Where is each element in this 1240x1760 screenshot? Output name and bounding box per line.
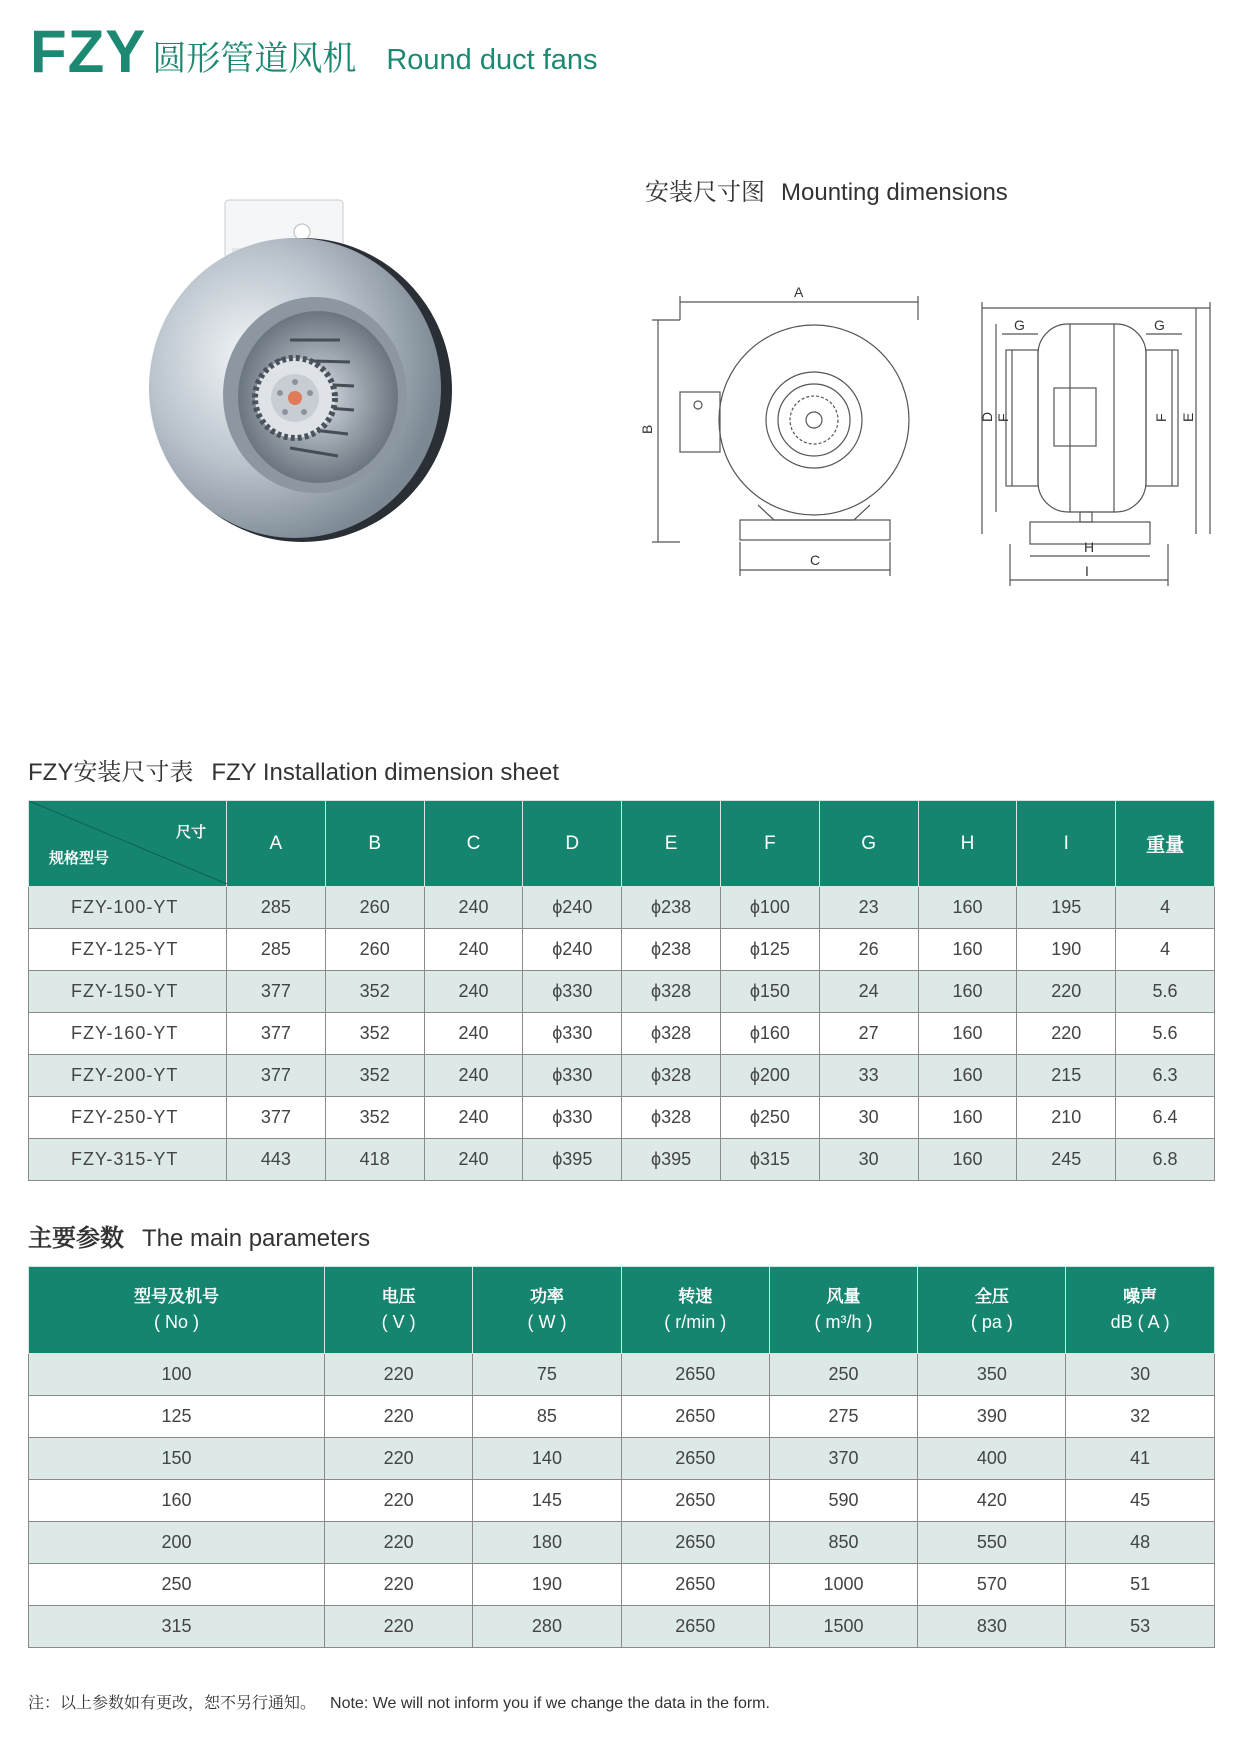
table-cell: 145 xyxy=(473,1480,621,1522)
table-cell: 352 xyxy=(325,971,424,1013)
table-cell: 5.6 xyxy=(1116,971,1215,1013)
table-cell: ϕ240 xyxy=(523,929,622,971)
table-cell: 2650 xyxy=(621,1606,769,1648)
dimension-table xyxy=(28,800,1215,1181)
label-A: A xyxy=(794,284,804,300)
table-cell: 220 xyxy=(325,1438,473,1480)
table-row xyxy=(29,1055,1215,1097)
table-cell: 240 xyxy=(424,1055,523,1097)
col-header-label: 全压 xyxy=(974,1286,1009,1306)
table-cell: 352 xyxy=(325,1097,424,1139)
label-H: H xyxy=(1084,539,1095,555)
col-header-unit: ( V ) xyxy=(381,1312,416,1333)
table-cell: 24 xyxy=(819,971,918,1013)
table-cell: 27 xyxy=(819,1013,918,1055)
table-row xyxy=(29,1097,1215,1139)
table-cell: 220 xyxy=(1017,971,1116,1013)
table-cell: 160 xyxy=(918,929,1017,971)
table-cell: ϕ200 xyxy=(720,1055,819,1097)
table-row xyxy=(29,1438,1215,1480)
col-header xyxy=(918,1267,1066,1354)
table-row xyxy=(29,1606,1215,1648)
table-cell: ϕ238 xyxy=(622,887,721,929)
col-header xyxy=(1066,1267,1214,1354)
col-header xyxy=(29,1267,325,1354)
footnote-cn: 注：以上参数如有更改，恕不另行通知。 xyxy=(28,1695,317,1712)
table-cell: 6.4 xyxy=(1116,1097,1215,1139)
model-cell: FZY-100-YT xyxy=(29,887,227,929)
col-header-label: 转速 xyxy=(678,1286,713,1306)
col-header-unit: ( r/min ) xyxy=(664,1312,727,1333)
label-E: E xyxy=(1180,412,1196,422)
table-cell: 160 xyxy=(918,1097,1017,1139)
col-header: C xyxy=(424,801,523,887)
table-cell: 53 xyxy=(1066,1606,1214,1648)
model-cell: FZY-200-YT xyxy=(29,1055,227,1097)
col-header-unit: ( No ) xyxy=(154,1312,199,1333)
table-cell: 33 xyxy=(819,1055,918,1097)
table-cell: 125 xyxy=(29,1396,325,1438)
table-cell: ϕ328 xyxy=(622,1055,721,1097)
label-D: D xyxy=(979,411,995,422)
table-cell: ϕ328 xyxy=(622,1097,721,1139)
col-header-label: 型号及机号 xyxy=(134,1286,219,1306)
footnote xyxy=(28,1690,770,1713)
label-G-right: G xyxy=(1154,317,1165,333)
table-cell: 240 xyxy=(424,971,523,1013)
table-cell: 2650 xyxy=(621,1396,769,1438)
table-cell: 400 xyxy=(918,1438,1066,1480)
model-cell: FZY-125-YT xyxy=(29,929,227,971)
table-row xyxy=(29,971,1215,1013)
label-C: C xyxy=(810,552,821,568)
table-cell: 377 xyxy=(227,1097,326,1139)
side-view xyxy=(979,302,1210,586)
table-cell: 830 xyxy=(918,1606,1066,1648)
main-parameters-title-en: The main parameters xyxy=(142,1225,371,1252)
table-cell: 220 xyxy=(325,1564,473,1606)
table-cell: 260 xyxy=(325,887,424,929)
table-cell: 377 xyxy=(227,1013,326,1055)
model-cell: FZY-160-YT xyxy=(29,1013,227,1055)
col-header: 重量 xyxy=(1116,801,1215,887)
table-cell: 377 xyxy=(227,971,326,1013)
model-cell: FZY-315-YT xyxy=(29,1139,227,1181)
table-cell: 180 xyxy=(473,1522,621,1564)
main-parameters-title-cn: 主要参数 xyxy=(28,1225,124,1252)
table-cell: 1500 xyxy=(769,1606,917,1648)
table-cell: 160 xyxy=(29,1480,325,1522)
table-cell: 210 xyxy=(1017,1097,1116,1139)
table-cell: 420 xyxy=(918,1480,1066,1522)
col-header-label: 功率 xyxy=(529,1286,564,1306)
table-cell: 250 xyxy=(769,1354,917,1396)
table-cell: 220 xyxy=(325,1480,473,1522)
table-cell: 100 xyxy=(29,1354,325,1396)
table-cell: 23 xyxy=(819,887,918,929)
table-cell: 260 xyxy=(325,929,424,971)
table-cell: 352 xyxy=(325,1013,424,1055)
table-cell: 240 xyxy=(424,1097,523,1139)
table-row xyxy=(29,1354,1215,1396)
label-I: I xyxy=(1085,563,1089,579)
table-cell: 150 xyxy=(29,1438,325,1480)
table-cell: 220 xyxy=(325,1606,473,1648)
table-cell: 140 xyxy=(473,1438,621,1480)
table-cell: 160 xyxy=(918,1013,1017,1055)
title-cn: 圆形管道风机 xyxy=(152,40,357,78)
table-cell: 220 xyxy=(1017,1013,1116,1055)
table-cell: ϕ238 xyxy=(622,929,721,971)
title-model: FZY xyxy=(30,18,147,85)
table-cell: ϕ328 xyxy=(622,1013,721,1055)
table-cell: 160 xyxy=(918,887,1017,929)
table-cell: 190 xyxy=(473,1564,621,1606)
dimension-sheet-title xyxy=(28,752,559,787)
page-title xyxy=(30,18,598,85)
mounting-diagram xyxy=(640,280,1220,610)
label-B: B xyxy=(640,424,655,434)
table-cell: ϕ160 xyxy=(720,1013,819,1055)
table-cell: 48 xyxy=(1066,1522,1214,1564)
col-header: E xyxy=(622,801,721,887)
table-cell: 220 xyxy=(325,1396,473,1438)
col-header-unit: ( W ) xyxy=(527,1312,567,1333)
table-cell: 2650 xyxy=(621,1438,769,1480)
table-cell: 215 xyxy=(1017,1055,1116,1097)
mounting-title xyxy=(645,172,1008,207)
table-cell: 850 xyxy=(769,1522,917,1564)
col-header: D xyxy=(523,801,622,887)
table-cell: ϕ250 xyxy=(720,1097,819,1139)
col-header: H xyxy=(918,801,1017,887)
table-cell: 51 xyxy=(1066,1564,1214,1606)
label-F-right: F xyxy=(1153,413,1169,422)
col-header: F xyxy=(720,801,819,887)
table-cell: ϕ240 xyxy=(523,887,622,929)
table-row xyxy=(29,1139,1215,1181)
table-row xyxy=(29,1480,1215,1522)
table-cell: 160 xyxy=(918,1139,1017,1181)
table-cell: ϕ395 xyxy=(523,1139,622,1181)
table-row xyxy=(29,1396,1215,1438)
table-cell: 590 xyxy=(769,1480,917,1522)
table-cell: 30 xyxy=(1066,1354,1214,1396)
table-cell: 160 xyxy=(918,1055,1017,1097)
table-cell: 2650 xyxy=(621,1564,769,1606)
main-parameters-title xyxy=(28,1218,370,1253)
label-G-left: G xyxy=(1014,317,1025,333)
table-cell: ϕ330 xyxy=(523,1013,622,1055)
table-cell: 220 xyxy=(325,1522,473,1564)
table-cell: ϕ315 xyxy=(720,1139,819,1181)
table-row xyxy=(29,929,1215,971)
table-cell: 4 xyxy=(1116,887,1215,929)
table-cell: 285 xyxy=(227,929,326,971)
dimension-sheet-title-cn: FZY安装尺寸表 xyxy=(28,759,194,786)
table-cell: 550 xyxy=(918,1522,1066,1564)
table-cell: 2650 xyxy=(621,1480,769,1522)
table-cell: ϕ330 xyxy=(523,1097,622,1139)
table-cell: 285 xyxy=(227,887,326,929)
table-cell: 30 xyxy=(819,1139,918,1181)
corner-size-label: 尺寸 xyxy=(175,824,206,841)
table-cell: 390 xyxy=(918,1396,1066,1438)
table-cell: 250 xyxy=(29,1564,325,1606)
parameters-table-header xyxy=(29,1267,1215,1354)
table-row xyxy=(29,1564,1215,1606)
mounting-title-en: Mounting dimensions xyxy=(781,179,1008,206)
table-cell: 240 xyxy=(424,887,523,929)
table-cell: 1000 xyxy=(769,1564,917,1606)
table-row xyxy=(29,887,1215,929)
col-header-label: 噪声 xyxy=(1123,1286,1158,1306)
table-cell: 26 xyxy=(819,929,918,971)
col-header-unit: ( pa ) xyxy=(970,1312,1013,1333)
table-cell: 220 xyxy=(325,1354,473,1396)
table-cell: 245 xyxy=(1017,1139,1116,1181)
col-header xyxy=(769,1267,917,1354)
table-cell: ϕ100 xyxy=(720,887,819,929)
parameters-table xyxy=(28,1266,1215,1648)
table-cell: 418 xyxy=(325,1139,424,1181)
table-cell: 280 xyxy=(473,1606,621,1648)
table-cell: 200 xyxy=(29,1522,325,1564)
table-cell: ϕ395 xyxy=(622,1139,721,1181)
col-header xyxy=(473,1267,621,1354)
table-cell: 275 xyxy=(769,1396,917,1438)
col-header-unit: ( m³/h ) xyxy=(814,1312,873,1333)
table-cell: 350 xyxy=(918,1354,1066,1396)
table-cell: 4 xyxy=(1116,929,1215,971)
table-row xyxy=(29,1013,1215,1055)
col-header xyxy=(621,1267,769,1354)
table-cell: 377 xyxy=(227,1055,326,1097)
dimension-table-header xyxy=(29,801,1215,887)
label-F-left: F xyxy=(995,413,1011,422)
table-cell: 370 xyxy=(769,1438,917,1480)
table-cell: 75 xyxy=(473,1354,621,1396)
table-cell: ϕ150 xyxy=(720,971,819,1013)
dimension-sheet-title-en: FZY Installation dimension sheet xyxy=(211,759,560,786)
col-header-label: 风量 xyxy=(826,1286,861,1306)
table-cell: 160 xyxy=(918,971,1017,1013)
table-cell: 240 xyxy=(424,929,523,971)
table-cell: 32 xyxy=(1066,1396,1214,1438)
table-cell: 315 xyxy=(29,1606,325,1648)
table-cell: 5.6 xyxy=(1116,1013,1215,1055)
table-cell: 570 xyxy=(918,1564,1066,1606)
table-cell: 30 xyxy=(819,1097,918,1139)
table-cell: 240 xyxy=(424,1139,523,1181)
table-cell: 443 xyxy=(227,1139,326,1181)
model-cell: FZY-150-YT xyxy=(29,971,227,1013)
table-cell: 41 xyxy=(1066,1438,1214,1480)
col-header-unit: dB ( A ) xyxy=(1110,1312,1170,1333)
table-cell: 190 xyxy=(1017,929,1116,971)
product-image xyxy=(140,190,470,550)
table-cell: 2650 xyxy=(621,1522,769,1564)
title-en: Round duct fans xyxy=(386,44,598,76)
col-header: I xyxy=(1017,801,1116,887)
table-cell: ϕ330 xyxy=(523,1055,622,1097)
mounting-title-cn: 安装尺寸图 xyxy=(645,179,765,206)
col-header: B xyxy=(325,801,424,887)
table-cell: 240 xyxy=(424,1013,523,1055)
col-header: G xyxy=(819,801,918,887)
footnote-en: Note: We will not inform you if we change the data in the form. xyxy=(330,1695,770,1712)
corner-model-label: 规格型号 xyxy=(49,850,110,867)
model-cell: FZY-250-YT xyxy=(29,1097,227,1139)
col-header-label: 电压 xyxy=(381,1286,416,1306)
corner-header xyxy=(29,801,227,887)
col-header xyxy=(325,1267,473,1354)
table-cell: ϕ125 xyxy=(720,929,819,971)
table-cell: 195 xyxy=(1017,887,1116,929)
table-cell: ϕ330 xyxy=(523,971,622,1013)
table-cell: 6.8 xyxy=(1116,1139,1215,1181)
front-view xyxy=(640,284,918,576)
table-cell: 85 xyxy=(473,1396,621,1438)
table-cell: 45 xyxy=(1066,1480,1214,1522)
table-row xyxy=(29,1522,1215,1564)
table-cell: 2650 xyxy=(621,1354,769,1396)
table-cell: 352 xyxy=(325,1055,424,1097)
table-cell: ϕ328 xyxy=(622,971,721,1013)
col-header: A xyxy=(227,801,326,887)
table-cell: 6.3 xyxy=(1116,1055,1215,1097)
